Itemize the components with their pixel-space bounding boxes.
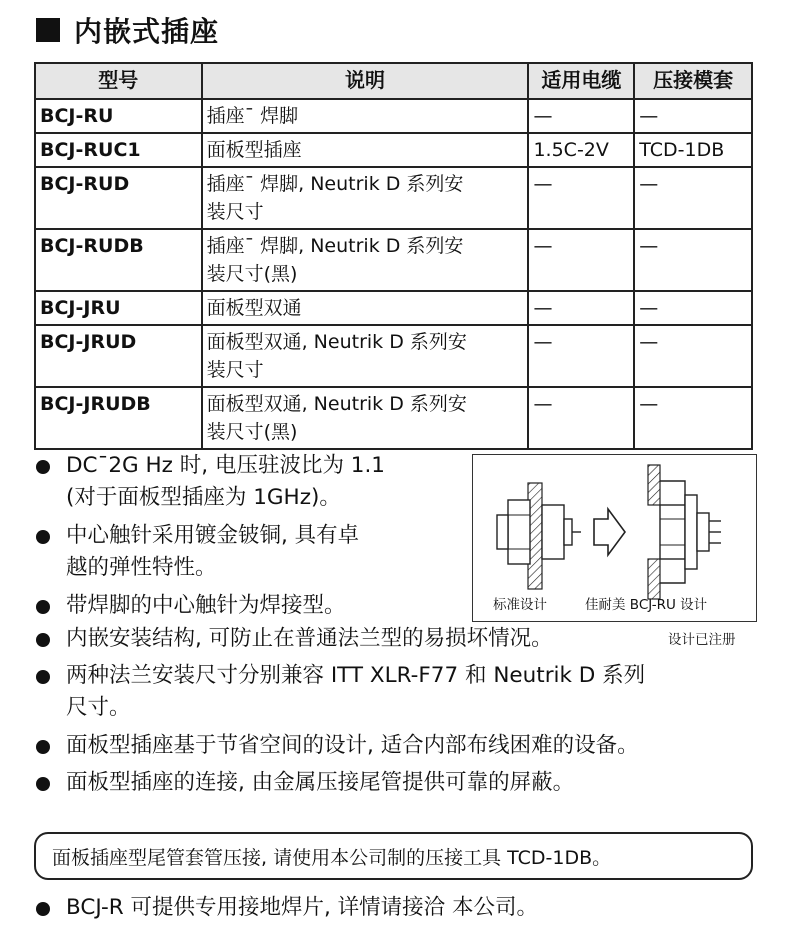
feature-text-line: DC¯2G Hz 时, 电压驻波比为 1.1	[66, 453, 385, 478]
description-line: 装尺寸(黑)	[206, 263, 298, 285]
table-row	[35, 325, 752, 387]
page-header	[36, 10, 219, 50]
feature-text	[66, 590, 346, 622]
bullet-dot-icon	[36, 633, 50, 647]
feature-text	[66, 450, 385, 514]
cell-die: —	[634, 291, 752, 325]
cell-die: TCD-1DB	[634, 133, 752, 167]
crimp-tool-note-box	[34, 832, 753, 880]
feature-text	[66, 730, 639, 762]
feature-bullet	[36, 450, 385, 514]
cell-die: —	[634, 99, 752, 133]
feature-text-line: 越的弹性特性。	[66, 555, 217, 580]
table-row	[35, 387, 752, 449]
col-header-cable: 适用电缆	[528, 63, 634, 99]
cell-model: BCJ-JRUD	[35, 325, 202, 387]
cell-cable: 1.5C-2V	[528, 133, 634, 167]
cell-description	[202, 291, 529, 325]
bullet-dot-icon	[36, 777, 50, 791]
final-bullet	[36, 892, 538, 924]
bullet-dot-icon	[36, 460, 50, 474]
design-comparison-figure	[472, 454, 757, 622]
cell-cable: —	[528, 387, 634, 449]
description-line: 面板型双通	[206, 297, 302, 319]
cell-die: —	[634, 229, 752, 291]
description-line: 面板型双通, Neutrik D 系列安	[206, 393, 467, 415]
cell-die: —	[634, 167, 752, 229]
feature-text-line: 内嵌安装结构, 可防止在普通法兰型的易损坏情况。	[66, 626, 553, 651]
page-title: 内嵌式插座	[74, 15, 220, 48]
feature-text-line: 面板型插座基于节省空间的设计, 适合内部布线困难的设备。	[66, 733, 639, 758]
cell-cable: —	[528, 167, 634, 229]
cell-cable: —	[528, 325, 634, 387]
feature-text	[66, 520, 359, 584]
feature-text	[66, 660, 645, 724]
final-bullet-text: BCJ-R 可提供专用接地焊片, 详情请接洽 本公司。	[66, 895, 538, 920]
feature-text-line: 两种法兰安装尺寸分别兼容 ITT XLR-F77 和 Neutrik D 系列	[66, 663, 646, 688]
feature-text-line: 带焊脚的中心触针为焊接型。	[66, 593, 346, 618]
description-line: 插座¯ 焊脚	[206, 105, 299, 127]
table-row	[35, 291, 752, 325]
feature-text-line: 中心触针采用镀金铍铜, 具有卓	[66, 523, 360, 548]
feature-bullet	[36, 590, 346, 622]
bullet-dot-icon	[36, 670, 50, 684]
description-line: 插座¯ 焊脚, Neutrik D 系列安	[206, 235, 464, 257]
bullet-dot-icon	[36, 530, 50, 544]
description-line: 面板型插座	[206, 139, 302, 161]
cell-description	[202, 229, 529, 291]
table-row	[35, 99, 752, 133]
feature-text-line: 尺寸。	[66, 695, 131, 720]
description-line: 装尺寸	[206, 201, 264, 223]
title-square-icon	[36, 18, 60, 42]
cell-description	[202, 133, 529, 167]
table-row	[35, 133, 752, 167]
bullet-dot-icon	[36, 740, 50, 754]
cell-model: BCJ-RU	[35, 99, 202, 133]
feature-text-line: 面板型插座的连接, 由金属压接尾管提供可靠的屏蔽。	[66, 770, 575, 795]
bullet-dot-icon	[36, 902, 50, 916]
cell-cable: —	[528, 99, 634, 133]
cell-model: BCJ-RUDB	[35, 229, 202, 291]
cell-model: BCJ-RUD	[35, 167, 202, 229]
col-header-model: 型号	[35, 63, 202, 99]
cell-model: BCJ-JRUDB	[35, 387, 202, 449]
feature-bullet	[36, 520, 359, 584]
bullet-dot-icon	[36, 600, 50, 614]
feature-bullet	[36, 623, 553, 655]
crimp-tool-note-text: 面板插座型尾管套管压接, 请使用本公司制的压接工具 TCD-1DB。	[52, 846, 612, 869]
arrow-right-icon	[594, 509, 625, 555]
caption-standard-design: 标准设计	[493, 597, 547, 613]
feature-bullet	[36, 730, 639, 762]
col-header-die: 压接模套	[634, 63, 752, 99]
cell-description	[202, 387, 529, 449]
cell-model: BCJ-JRU	[35, 291, 202, 325]
feature-bullet	[36, 660, 645, 724]
table-header-row	[35, 63, 752, 99]
description-line: 装尺寸	[206, 359, 264, 381]
col-header-description: 说明	[202, 63, 529, 99]
bcj-ru-connector-drawing	[648, 465, 721, 599]
feature-bullet	[36, 767, 574, 799]
cell-die: —	[634, 387, 752, 449]
cell-description	[202, 167, 529, 229]
description-line: 插座¯ 焊脚, Neutrik D 系列安	[206, 173, 464, 195]
caption-bcj-ru-design: 佳耐美 BCJ-RU 设计	[585, 597, 708, 613]
cell-description	[202, 99, 529, 133]
cell-cable: —	[528, 291, 634, 325]
feature-text-line: (对于面板型插座为 1GHz)。	[66, 485, 341, 510]
table-row	[35, 167, 752, 229]
cell-die: —	[634, 325, 752, 387]
standard-connector-drawing	[497, 483, 581, 589]
cell-description	[202, 325, 529, 387]
feature-text	[66, 623, 553, 655]
spec-table	[34, 62, 753, 450]
description-line: 装尺寸(黑)	[206, 421, 298, 443]
cell-cable: —	[528, 229, 634, 291]
table-row	[35, 229, 752, 291]
description-line: 面板型双通, Neutrik D 系列安	[206, 331, 467, 353]
feature-text	[66, 767, 574, 799]
cell-model: BCJ-RUC1	[35, 133, 202, 167]
registered-design-note: 设计已注册	[668, 632, 736, 648]
